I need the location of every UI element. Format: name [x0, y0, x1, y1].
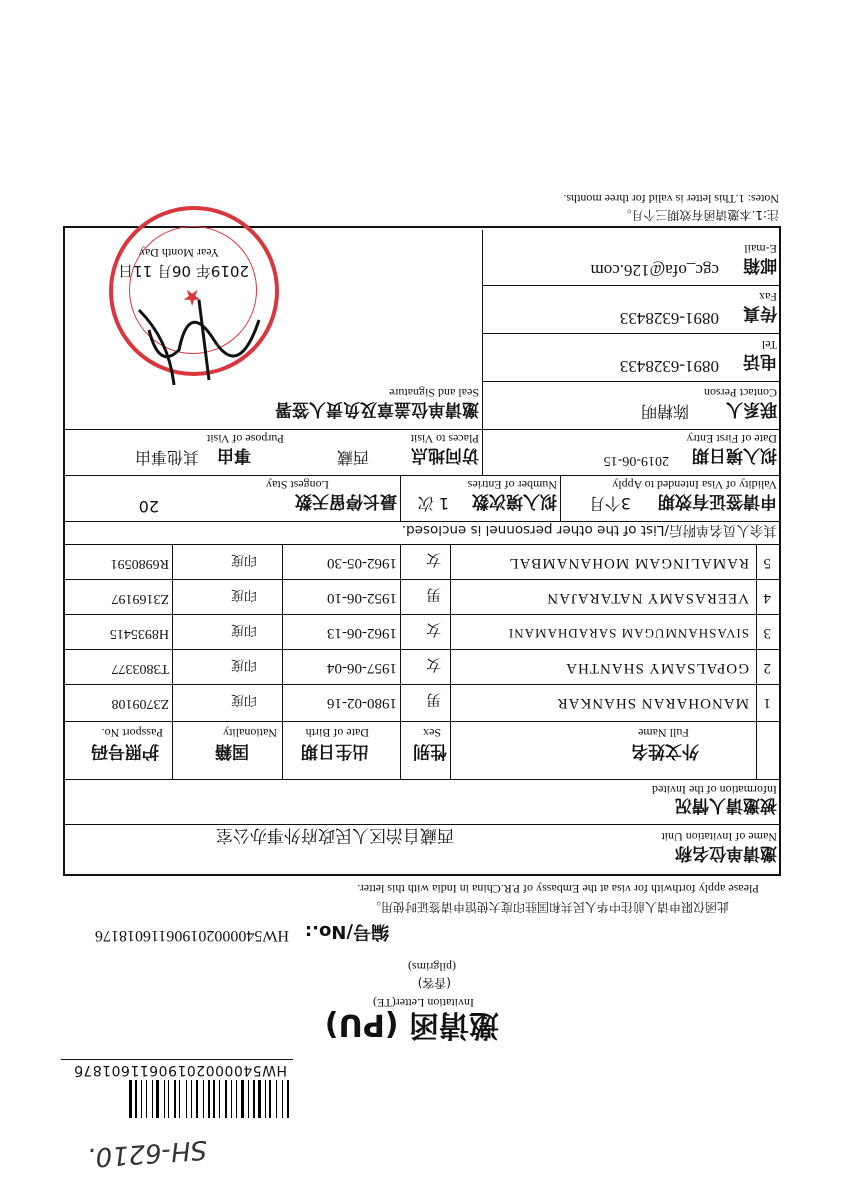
barcode-bar: [177, 1080, 179, 1118]
purpose-label: 事由: [217, 445, 251, 465]
stay-value: 20: [138, 497, 159, 516]
col-fullname: 外文姓名: [631, 741, 699, 761]
barcode-bar: [226, 1080, 228, 1118]
barcode-bar: [161, 1080, 164, 1118]
barcode-bar: [283, 1080, 284, 1118]
barcode-bar: [285, 1080, 287, 1118]
barcode: [61, 1080, 289, 1118]
barcode-bar: [241, 1080, 244, 1118]
column-divider: [756, 544, 757, 780]
barcode-bar: [141, 1080, 142, 1118]
col-passport-en: Passport No.: [101, 726, 163, 740]
purpose-value: 其他事由: [134, 448, 199, 467]
column-divider: [450, 544, 451, 780]
contact-label: 联系人: [726, 399, 777, 419]
row-nationality: 印度: [230, 692, 257, 707]
stay-label: 最长停留天数: [295, 491, 397, 511]
row-dob: 1980-02-16: [327, 695, 397, 711]
intro-cn: 此函仅限申请人前往中华人民共和国驻印度大使馆申请签证时使用。: [368, 900, 729, 914]
barcode-bar: [186, 1080, 187, 1118]
row-number: 3: [763, 625, 771, 641]
barcode-bar: [136, 1080, 138, 1118]
barcode-bar: [152, 1080, 153, 1118]
barcode-bar: [259, 1080, 262, 1118]
entries-label-en: Number of Entries: [467, 478, 557, 492]
first-entry-label: 拟入境日期: [692, 445, 777, 465]
stay-label-en: Longest Stay: [266, 478, 329, 492]
row-dob: 1962-06-13: [327, 625, 397, 641]
fax-value: 0891-6328433: [619, 309, 719, 328]
places-value: 西藏: [336, 448, 369, 467]
divider: [65, 475, 781, 476]
barcode-bar: [253, 1080, 255, 1118]
barcode-bar: [211, 1080, 213, 1118]
validity-label-en: Validity of Visa Intended to Apply: [612, 478, 777, 492]
col-sex: 性别: [413, 741, 447, 761]
divider: [482, 230, 483, 430]
barcode-bar: [169, 1080, 170, 1118]
col-fullname-en: Full Name: [638, 726, 689, 740]
divider: [560, 476, 561, 522]
row-name: RAMALINGAM MOHANAMBAL: [508, 555, 749, 571]
unit-value: 西藏自治区人民政府外事办公室: [216, 825, 454, 845]
barcode-bar: [171, 1080, 174, 1118]
barcode-bar: [149, 1080, 152, 1118]
invited-label: 被邀请人情况: [675, 795, 777, 815]
intro-en: Please apply forthwith for visa at the Embassy of P.R.China in India with this letter.: [357, 882, 759, 896]
row-name: SIVASHANMUGAM SARADHAMANI: [507, 626, 749, 641]
barcode-bar: [256, 1080, 258, 1118]
barcode-bar: [164, 1080, 165, 1118]
seal-date: 2019年 06月 11日: [118, 262, 249, 280]
column-divider: [400, 544, 401, 780]
barcode-bar: [129, 1080, 132, 1118]
barcode-bar: [221, 1080, 225, 1118]
barcode-bar: [287, 1080, 289, 1118]
email-label-en: E-mail: [744, 242, 777, 256]
barcode-bar: [237, 1080, 238, 1118]
barcode-bar: [196, 1080, 198, 1118]
col-nationality: 国籍: [215, 741, 249, 761]
row-dob: 1952-06-10: [327, 590, 397, 606]
col-dob-en: Date of Birth: [305, 726, 369, 740]
title-en: Invitation Letter(TE): [373, 996, 474, 1010]
col-dob: 出生日期: [301, 741, 369, 761]
row-dob: 1962-05-30: [327, 555, 397, 571]
contact-label-en: Contact Person: [704, 386, 777, 400]
barcode-bar: [276, 1080, 277, 1118]
subtitle-cn: (香客): [417, 976, 451, 990]
barcode-bar: [245, 1080, 248, 1118]
barcode-bar: [143, 1080, 146, 1118]
row-nationality: 印度: [230, 587, 257, 602]
col-nationality-en: Nationality: [223, 726, 277, 740]
row-name: GOPALSAMY SHANTHA: [565, 660, 749, 676]
row-passport: T3803377: [111, 661, 169, 676]
unit-label: 邀请单位名称: [675, 843, 777, 863]
column-divider: [282, 544, 283, 780]
first-entry-value: 2019-06-15: [603, 453, 669, 468]
seal-date-en: Year Month Day: [138, 246, 219, 260]
barcode-bar: [182, 1080, 186, 1118]
validity-label: 申请签证有效期: [658, 491, 777, 511]
subtitle-en: (pilgrims): [408, 960, 456, 974]
seal-label-en: Seal and Signature: [389, 386, 479, 400]
seal-star-icon: ★: [182, 285, 202, 310]
row-name: VEERASAMY NATARAJAN: [546, 590, 749, 606]
column-divider: [172, 544, 173, 780]
col-sex-en: Sex: [423, 726, 441, 740]
divider: [65, 429, 781, 430]
others-note: 其余人员名单附后/List of the other personnel is enclosed.: [401, 522, 777, 538]
email-value: cgc_ofa@126.com: [590, 261, 719, 280]
row-nationality: 印度: [230, 657, 257, 672]
row-passport: R6980591: [110, 556, 169, 571]
barcode-bar: [188, 1080, 191, 1118]
barcode-bar: [214, 1080, 216, 1118]
barcode-bar: [267, 1080, 269, 1118]
invited-label-en: Information of the Invited: [652, 783, 777, 797]
barcode-bar: [263, 1080, 265, 1118]
divider: [482, 430, 483, 476]
barcode-bar: [192, 1080, 193, 1118]
barcode-bar: [270, 1080, 272, 1118]
email-label: 邮箱: [743, 255, 777, 275]
first-entry-label-en: Date of First Entry: [686, 432, 777, 446]
contact-value: 陈精明: [640, 402, 689, 421]
barcode-bar: [126, 1080, 129, 1118]
seal-label: 邀请单位盖章及负责人签署: [275, 399, 479, 419]
barcode-bar: [233, 1080, 236, 1118]
row-sex: 男: [425, 586, 441, 604]
barcode-bar: [194, 1080, 196, 1118]
unit-label-en: Name of Invitation Unit: [661, 830, 777, 844]
row-sex: 女: [425, 551, 441, 569]
barcode-bar: [139, 1080, 141, 1118]
handwritten-reference: SH-6210.: [86, 1133, 208, 1173]
barcode-bar: [249, 1080, 250, 1118]
barcode-bar: [229, 1080, 231, 1118]
fax-label: 传真: [743, 303, 777, 323]
barcode-bar: [265, 1080, 266, 1118]
barcode-bar: [217, 1080, 219, 1118]
barcode-bar: [147, 1080, 148, 1118]
barcode-bar: [166, 1080, 168, 1118]
divider: [65, 824, 781, 825]
row-nationality: 印度: [230, 622, 257, 637]
row-sex: 女: [425, 656, 441, 674]
divider: [483, 381, 781, 382]
barcode-bar: [206, 1080, 208, 1118]
divider: [400, 476, 401, 522]
row-passport: H8935415: [109, 626, 169, 641]
row-name: MANOHARAN SHANKAR: [556, 695, 749, 711]
tel-label: 电话: [743, 351, 777, 371]
tel-label-en: Tel: [761, 338, 777, 352]
col-passport: 护照号码: [91, 741, 159, 761]
barcode-bar: [199, 1080, 203, 1118]
tel-value: 0891-6328433: [619, 357, 719, 376]
signature: [119, 280, 269, 400]
places-label-en: Places to Visit: [410, 432, 479, 446]
row-number: 1: [763, 695, 771, 711]
row-passport: Z3709108: [111, 696, 169, 711]
row-number: 5: [763, 555, 771, 571]
row-passport: Z3169197: [111, 591, 169, 606]
barcode-bar: [157, 1080, 160, 1118]
row-number: 4: [763, 590, 771, 606]
divider: [65, 521, 781, 522]
number-label: 编号/No.:: [304, 921, 389, 942]
barcode-bar: [231, 1080, 232, 1118]
barcode-underline: [61, 1059, 293, 1060]
divider: [483, 333, 781, 334]
divider: [483, 285, 781, 286]
row-nationality: 印度: [230, 552, 257, 567]
barcode-bar: [180, 1080, 181, 1118]
barcode-bar: [133, 1080, 135, 1118]
barcode-bar: [174, 1080, 176, 1118]
places-label: 访问地点: [411, 445, 479, 465]
purpose-label-en: Purpose of Visit: [206, 432, 284, 446]
fax-label-en: Fax: [759, 290, 777, 304]
entries-value: 1 次: [417, 494, 449, 513]
validity-value: 3个月: [588, 494, 631, 513]
row-sex: 男: [425, 691, 441, 709]
barcode-bar: [239, 1080, 241, 1118]
notes-en: Notes: 1.This letter is valid for three months.: [563, 192, 779, 206]
barcode-bar: [251, 1080, 253, 1118]
notes-cn: 注:1.本邀请函有效期三个月。: [619, 208, 779, 222]
barcode-bar: [278, 1080, 282, 1118]
row-dob: 1957-06-04: [327, 660, 397, 676]
row-sex: 女: [425, 621, 441, 639]
barcode-bar: [273, 1080, 276, 1118]
barcode-number: HW5400002019061160187б: [73, 1062, 287, 1078]
barcode-bar: [204, 1080, 205, 1118]
barcode-bar: [219, 1080, 220, 1118]
page-title: 邀请函 (PU): [324, 1007, 499, 1042]
number-value: HW540000201906116018176: [94, 927, 289, 944]
barcode-bar: [154, 1080, 156, 1118]
barcode-bar: [208, 1080, 210, 1118]
row-number: 2: [763, 660, 771, 676]
entries-label: 拟入境次数: [472, 491, 557, 511]
